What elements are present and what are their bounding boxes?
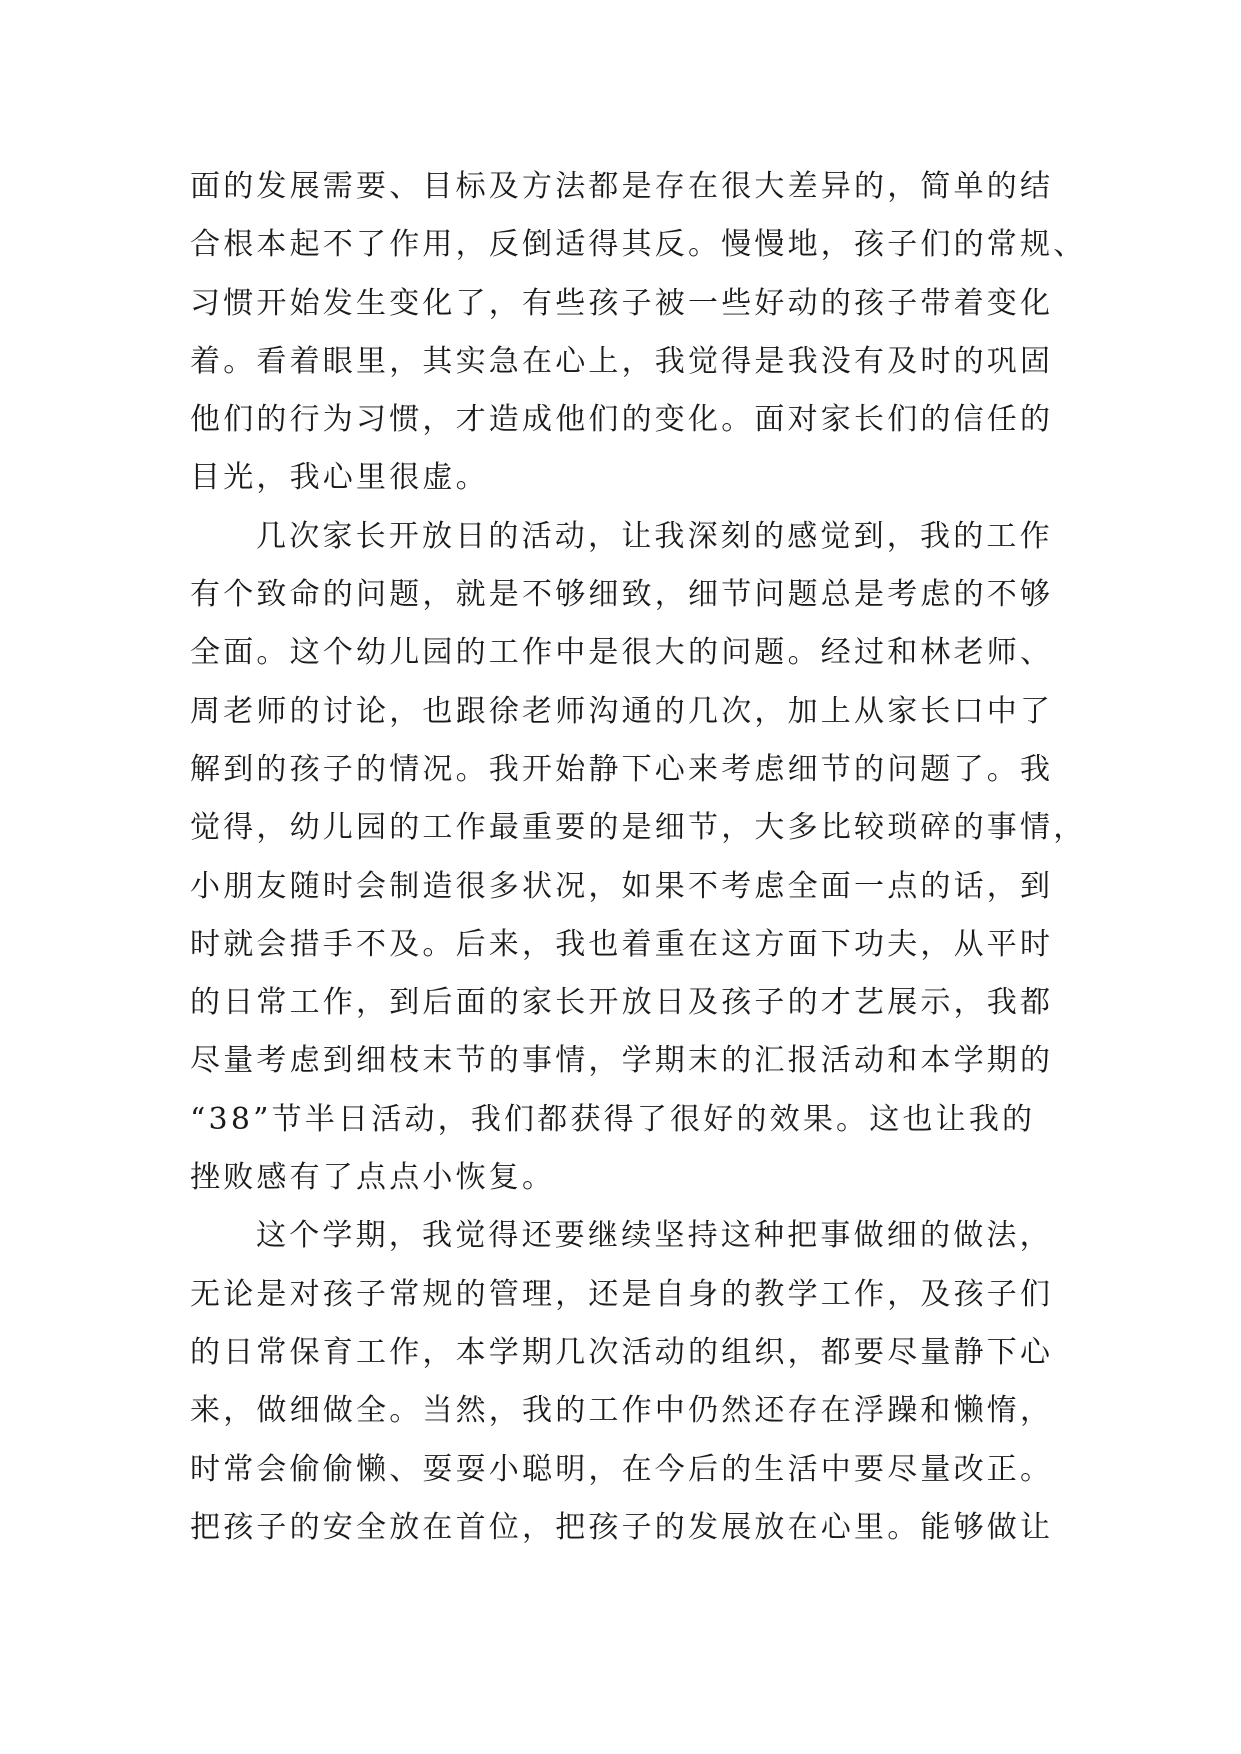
text-line: 挫败感有了点点小恢复。: [190, 1160, 556, 1196]
paragraph-start-line: 几次家长开放日的活动，让我深刻的感觉到，我的工作: [256, 518, 1053, 554]
text-line: 时常会偷偷懒、耍耍小聪明，在今后的生活中要尽量改正。: [190, 1451, 1054, 1487]
text-line: 周老师的讨论，也跟徐老师沟通的几次，加上从家长口中了: [190, 693, 1054, 729]
text-line: 的日常保育工作，本学期几次活动的组织，都要尽量静下心: [190, 1334, 1054, 1370]
text-line: 时就会措手不及。后来，我也着重在这方面下功夫，从平时: [190, 926, 1054, 962]
paragraph-start-line: 这个学期，我觉得还要继续坚持这种把事做细的做法，: [256, 1218, 1053, 1254]
text-line: 他们的行为习惯，才造成他们的变化。面对家长们的信任的: [190, 402, 1054, 438]
text-line: 觉得，幼儿园的工作最重要的是细节，大多比较琐碎的事情，: [190, 810, 1087, 846]
body-text: [190, 158, 1087, 1557]
text-line: 来，做细做全。当然，我的工作中仍然还存在浮躁和懒惰，: [190, 1393, 1054, 1429]
text-line: 解到的孩子的情况。我开始静下心来考虑细节的问题了。我: [190, 751, 1054, 787]
text-line: 目光，我心里很虚。: [190, 460, 489, 496]
text-line: 全面。这个幼儿园的工作中是很大的问题。经过和林老师、: [190, 635, 1054, 671]
text-line: 合根本起不了作用，反倒适得其反。慢慢地，孩子们的常规、: [190, 227, 1087, 263]
text-line: 有个致命的问题，就是不够细致，细节问题总是考虑的不够: [190, 577, 1054, 613]
text-line: 的日常工作，到后面的家长开放日及孩子的才艺展示，我都: [190, 985, 1054, 1021]
text-line: 着。看着眼里，其实急在心上，我觉得是我没有及时的巩固: [190, 343, 1054, 379]
text-line: 尽量考虑到细枝末节的事情，学期末的汇报活动和本学期的: [190, 1043, 1054, 1079]
text-line: 小朋友随时会制造很多状况，如果不考虑全面一点的话，到: [190, 868, 1054, 904]
text-line: 习惯开始发生变化了，有些孩子被一些好动的孩子带着变化: [190, 285, 1054, 321]
text-line: 无论是对孩子常规的管理，还是自身的教学工作，及孩子们: [190, 1276, 1054, 1312]
text-line: “38”节半日活动，我们都获得了很好的效果。这也让我的: [190, 1101, 1036, 1137]
text-line: 面的发展需要、目标及方法都是存在很大差异的，简单的结: [190, 169, 1054, 204]
text-line: 把孩子的安全放在首位，把孩子的发展放在心里。能够做让: [190, 1509, 1054, 1545]
